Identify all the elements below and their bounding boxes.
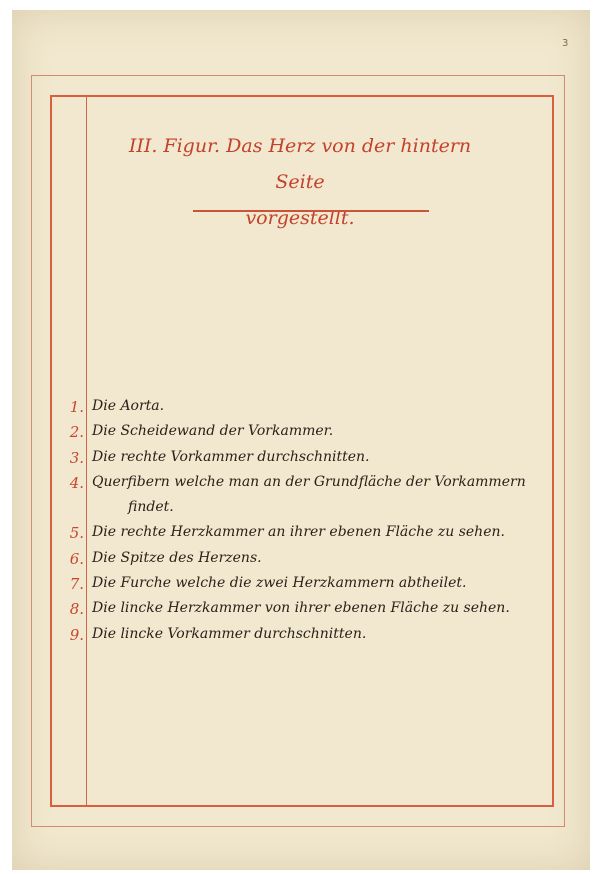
item-number: 5. [69, 524, 84, 543]
list-item [0, 474, 600, 499]
list-item [0, 449, 600, 474]
item-text: Querfibern welche man an der Grundfläche der Vorkammern [92, 473, 526, 490]
title-line-1: III. Figur. Das Herz von der hintern Seite [128, 135, 472, 193]
item-text: Die rechte Vorkammer durchschnitten. [92, 448, 370, 465]
corner-page-mark: 3 [562, 38, 569, 49]
list-item [0, 575, 600, 600]
list-item [0, 550, 600, 575]
item-text: Die lincke Vorkammer durchschnitten. [92, 625, 367, 642]
item-text: Die Furche welche die zwei Herzkammern abtheilet. [92, 575, 467, 592]
list-item [0, 626, 600, 651]
item-number: 2. [69, 423, 84, 442]
item-text: Die Aorta. [92, 398, 165, 414]
item-number: 1. [69, 398, 84, 416]
title-underline [193, 210, 429, 212]
item-number: 6. [69, 549, 84, 568]
legend-list [0, 398, 600, 651]
item-text: Die Spitze des Herzens. [92, 549, 262, 566]
item-number: 9. [69, 625, 84, 644]
item-text-continuation: findet. [128, 499, 174, 516]
title-line-2: vorgestellt. [245, 207, 355, 229]
item-text: Die rechte Herzkammer an ihrer ebenen Fläche zu sehen. [92, 524, 505, 541]
list-item [0, 423, 600, 448]
item-number: 7. [69, 575, 84, 594]
item-number: 4. [69, 473, 84, 492]
page-title [110, 128, 490, 236]
list-item [0, 600, 600, 625]
item-number: 3. [69, 448, 84, 467]
list-item-continuation [0, 499, 600, 524]
item-text: Die Scheidewand der Vorkammer. [92, 423, 334, 440]
item-text: Die lincke Herzkammer von ihrer ebenen Fläche zu sehen. [92, 600, 510, 617]
list-item [0, 524, 600, 549]
list-item [0, 398, 600, 423]
item-number: 8. [69, 600, 84, 619]
